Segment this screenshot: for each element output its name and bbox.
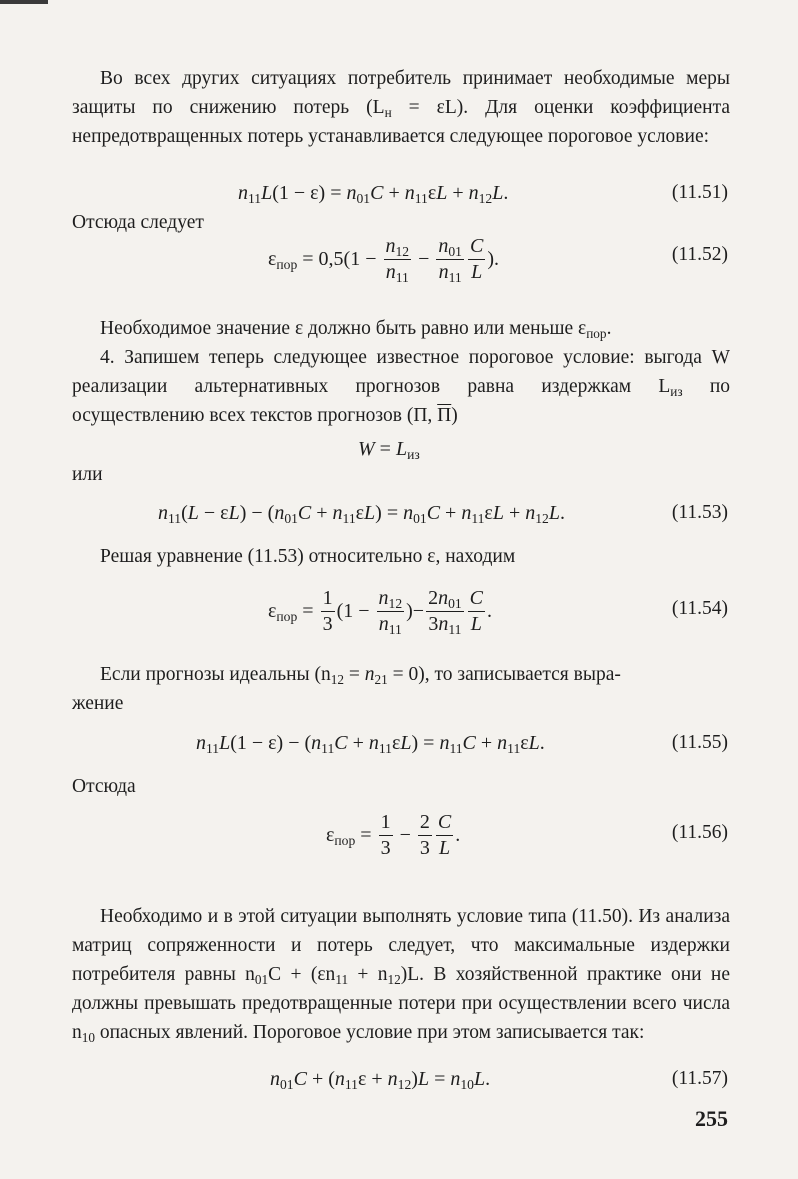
paragraph-protection-measures: Во всех других ситуациях потребитель принимает необходимые меры защиты по снижению потерь $(L_н = \varepsilon L)$. Для оценки коэффициента непредотвращенных потерь устанавливается следующее пороговое условие: — [72, 68, 731, 147]
scan-edge-mark — [0, 0, 48, 4]
equation-11-55: $n_{11}L(1 - \varepsilon) - (n_{11}C + n_{11}\varepsilon L) = n_{11}C + n_{11}\varepsilon L$. — [196, 732, 545, 757]
paragraph-solving: Решая уравнение (11.53) относительно ε, находим — [100, 546, 516, 567]
equation-11-53: $n_{11}(L - \varepsilon L) - (n_{01}C + n_{11}\varepsilon L) = n_{01}C + n_{11}\varepsilon L + n_{12}L$. — [158, 502, 565, 527]
equation-11-52: $\varepsilon_{пор} = 0,5(1$ − $\frac{n_{12}}{n_{11}}$ − $\frac{n_{01}}{n_{11}}$ $\frac{C}{L}$ ). — [268, 235, 499, 286]
paragraph-threshold-condition: 4. Запишем теперь следующее известное пороговое условие: выгода W реализации альтернативных прогнозов равна издержкам $L_{из}$ по осуществлению всех текстов прогнозов (П, П) — [72, 347, 731, 426]
equation-number-11-53: (11.53) — [671, 502, 728, 523]
equation-11-56: $\varepsilon_{пор}$ = $\frac{1}{3}$ − $\frac{2}{3}$ $\frac{C}{L}$ . — [326, 811, 461, 859]
text-otsyuda: Отсюда — [72, 776, 136, 797]
paragraph-ideal-forecasts: Если прогнозы идеальны $(n_{12} = n_{21} = 0)$, то записывается выра- жение — [72, 664, 621, 714]
paragraph-max-costs: Необходимо и в этой ситуации выполнять условие типа (11.50). Из анализа матриц сопряженности и потерь следует, что максимальные издержки потребителя равны $n_{01}C + (\varepsilon n_{11} + n_{12})L$. В хозяйственной практике они не должны превышать предотвращенные потери при осуществлении всего числа $n_{10}$ опасных явлений. Пороговое условие при этом записывается так: — [72, 906, 731, 1045]
equation-number-11-55: (11.55) — [671, 732, 728, 753]
equation-number-11-56: (11.56) — [671, 822, 728, 843]
equation-number-11-54: (11.54) — [671, 598, 728, 619]
paragraph-epsilon-condition: Необходимое значение ε должно быть равно или меньше $\varepsilon_{пор}$. — [100, 318, 612, 341]
equation-11-57: $n_{01}C + (n_{11}\varepsilon + n_{12})L = n_{10}L$. — [270, 1068, 491, 1093]
equation-number-11-57: (11.57) — [671, 1068, 728, 1089]
equation-w-equals-l: $W = L_{из}$ — [358, 438, 420, 463]
equation-number-11-52: (11.52) — [671, 244, 728, 265]
text-otsyuda-sleduet: Отсюда следует — [72, 212, 204, 233]
equation-number-11-51: (11.51) — [671, 182, 728, 203]
page-number: 255 — [695, 1106, 728, 1131]
text-or: или — [72, 464, 103, 485]
equation-11-54: $\varepsilon_{пор}$ = $\frac{1}{3}$ (1 − $\frac{n_{12}}{n_{11}}$ )− $\frac{2n_{01}}{3n_{11}}$ $\frac{C}{L}$ . — [268, 587, 492, 638]
equation-11-51: $n_{11}L(1 - \varepsilon) = n_{01}C + n_{11}\varepsilon L + n_{12}L$. — [238, 182, 509, 207]
